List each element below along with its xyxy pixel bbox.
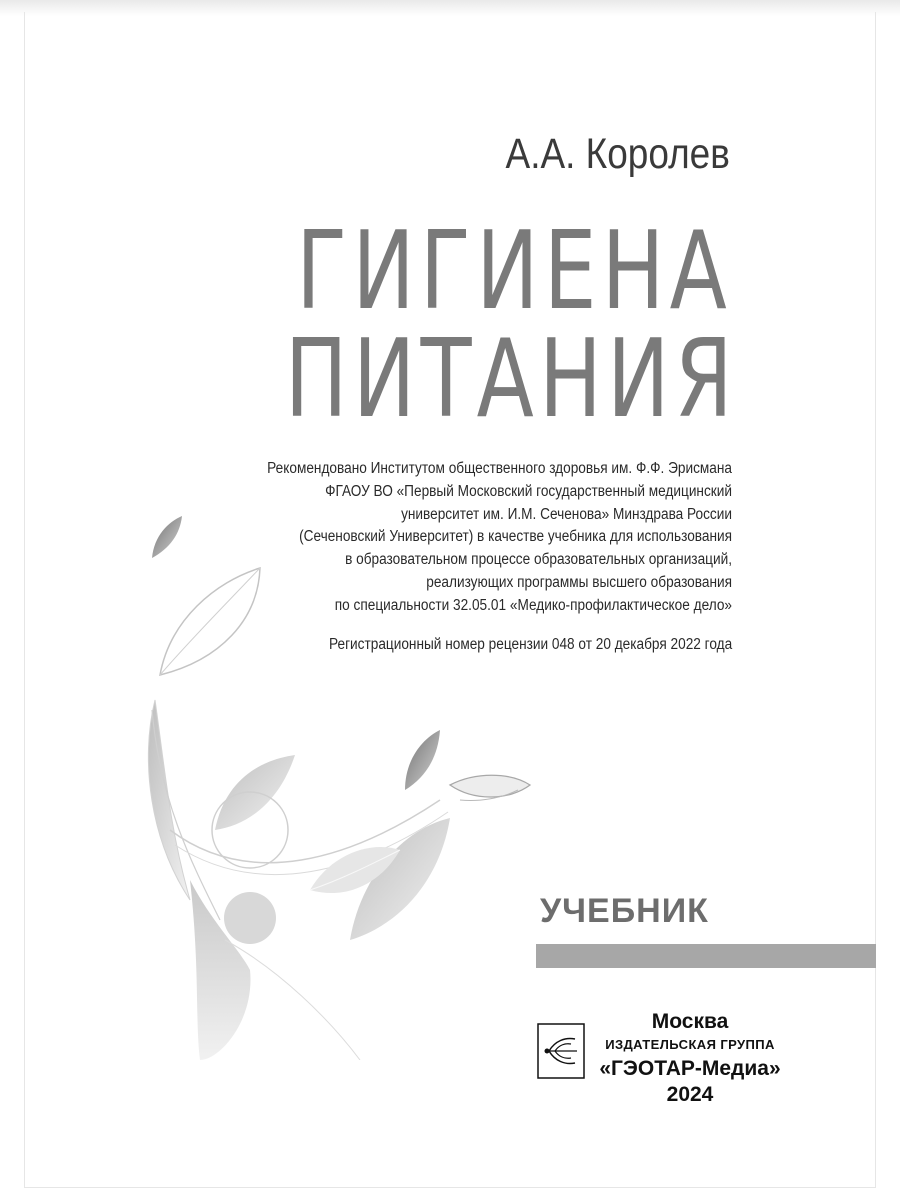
- geotar-logo-icon: [537, 1023, 585, 1079]
- recommendation-line: в образовательном процессе образовательных организаций,: [345, 551, 732, 569]
- divider-bar: [536, 944, 876, 968]
- book-type-label: УЧЕБНИК: [540, 892, 709, 930]
- recommendation-line: реализующих программы высшего образования: [426, 573, 732, 591]
- recommendation-line: (Сеченовский Университет) в качестве учебника для использования: [299, 528, 732, 546]
- head-shape: [224, 892, 276, 944]
- leaf-shape: [405, 730, 440, 790]
- book-title-line-1: ГИГИЕНА: [296, 209, 732, 334]
- publisher-group: ИЗДАТЕЛЬСКАЯ ГРУППА: [605, 1037, 775, 1052]
- recommendation-line: Рекомендовано Институтом общественного здоровья им. Ф.Ф. Эрисмана: [267, 460, 732, 477]
- publisher-city: Москва: [651, 1010, 729, 1033]
- registration-number: Регистрационный номер рецензии 048 от 20 декабря 2022 года: [328, 636, 732, 653]
- recommendation-line: по специальности 32.05.01 «Медико-профилактическое дело»: [334, 596, 732, 614]
- publisher-block: [590, 1010, 790, 1108]
- recommendation-line: университет им. И.М. Сеченова» Минздрава России: [401, 505, 732, 523]
- publication-year: 2024: [666, 1083, 714, 1106]
- recommendation-text: [239, 458, 732, 618]
- recommendation-line: ФГАОУ ВО «Первый Московский государственный медицинский: [325, 482, 732, 500]
- leaf-outline: [450, 775, 530, 797]
- leaf-shape: [152, 516, 182, 558]
- book-title-line-2: ПИТАНИЯ: [284, 317, 738, 442]
- publisher-name: «ГЭОТАР-Медиа»: [599, 1057, 781, 1080]
- author-name: А.А. Королев: [505, 130, 730, 178]
